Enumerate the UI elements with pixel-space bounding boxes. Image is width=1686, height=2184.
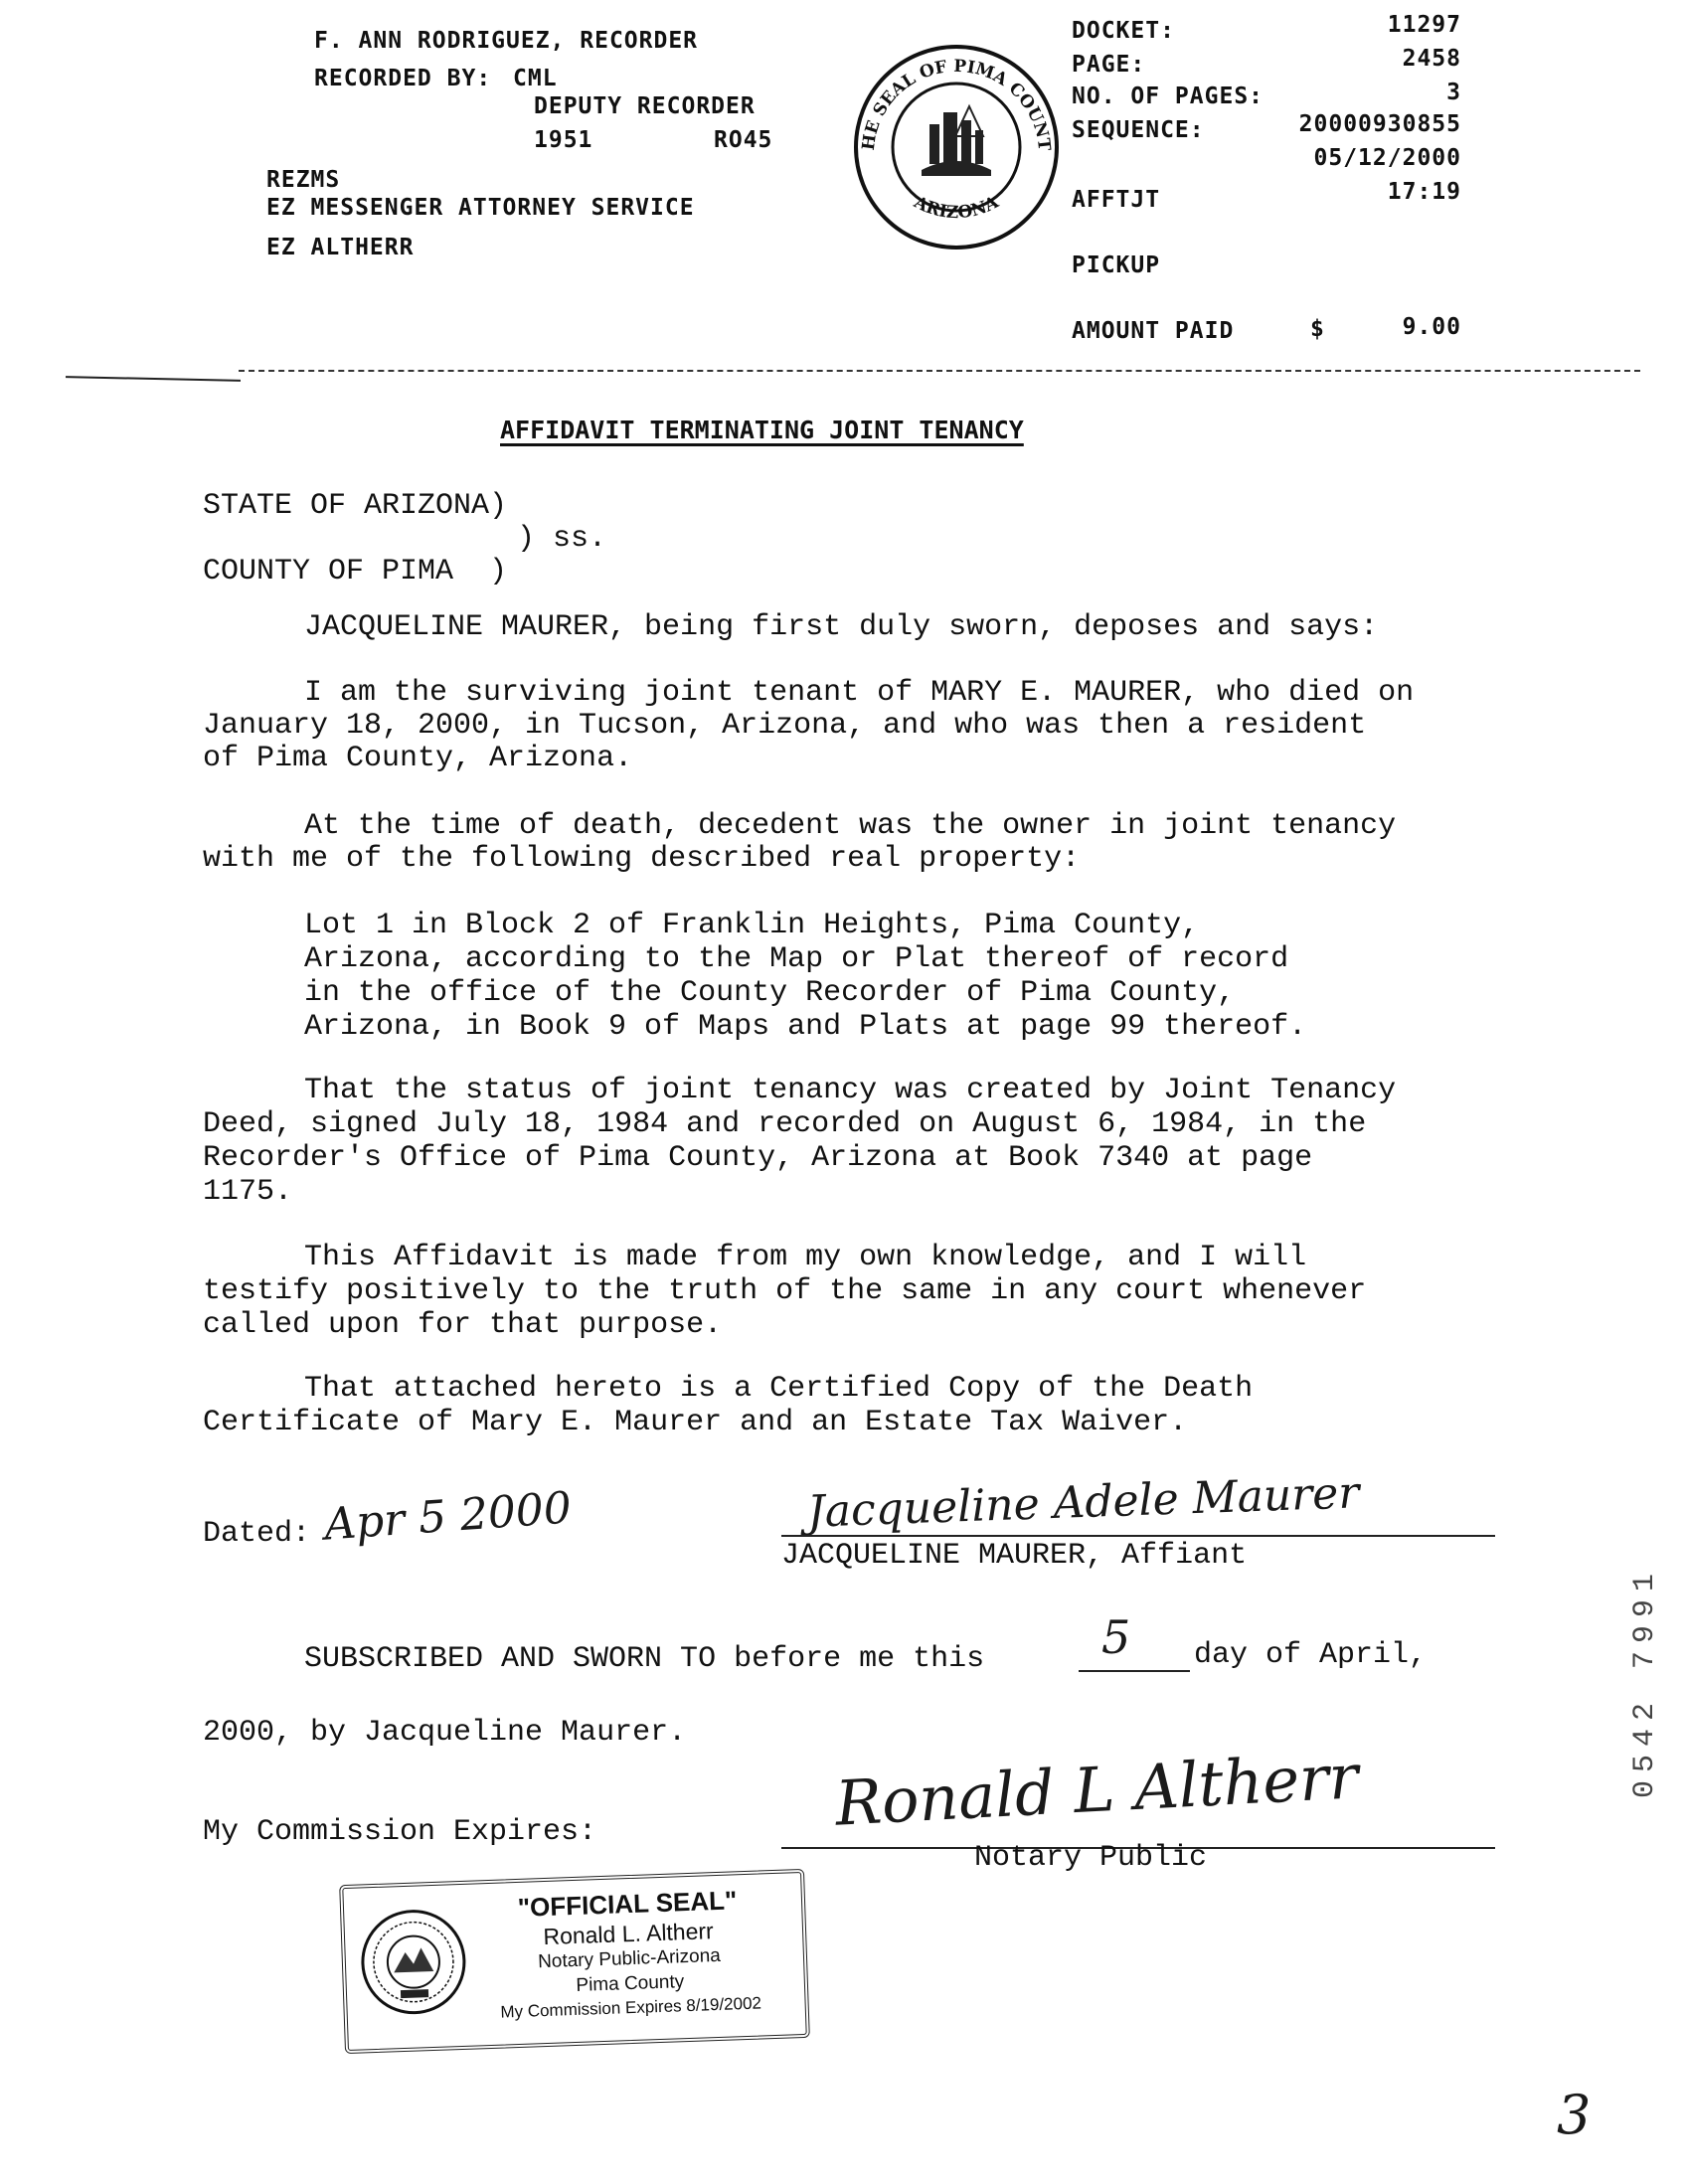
sequence-label: SEQUENCE: [1072,117,1205,143]
paragraph-deed-line: Deed, signed July 18, 1984 and recorded on August 6, 1984, in the [203,1107,1367,1141]
dated-label: Dated: [203,1517,311,1551]
paragraph-deed-line: 1175. [203,1175,293,1209]
venue-state: STATE OF ARIZONA) [203,489,508,523]
recorder-name: F. ANN RODRIGUEZ, RECORDER [314,28,699,54]
sworn-day-line [1079,1670,1190,1672]
stamp-notary-state: Notary Public-Arizona [537,1944,722,1973]
paragraph-tenant-line: of Pima County, Arizona. [203,742,633,775]
header-separator [239,370,1640,372]
paragraph-deed-line: Recorder's Office of Pima County, Arizona at Book 7340 at page [203,1141,1313,1175]
rezms-code: REZMS [266,167,341,193]
document-title: AFFIDAVIT TERMINATING JOINT TENANCY [500,416,1024,444]
amount-paid-value: 9.00 [1402,314,1461,340]
header-separator-left [66,376,241,382]
paragraph-attachment-line: That attached hereto is a Certified Copy of the Death [304,1372,1254,1406]
legal-description-line: in the office of the County Recorder of Pima County, [304,976,1236,1010]
deputy-recorder-label: DEPUTY RECORDER [534,93,756,119]
stamp-title: "OFFICIAL SEAL" [517,1885,738,1923]
docket-label: DOCKET: [1072,18,1175,44]
paragraph-ownership-line: with me of the following described real property: [203,842,1081,876]
amount-currency: $ [1310,316,1325,342]
legal-description-line: Arizona, in Book 9 of Maps and Plats at page 99 thereof. [304,1010,1307,1044]
paragraph-knowledge-line: testify positively to the truth of the same in any court whenever [203,1274,1367,1308]
venue-county: COUNTY OF PIMA ) [203,555,508,588]
deputy-code-right: RO45 [714,127,773,153]
stamp-commission-expiry: My Commission Expires 8/19/2002 [500,1993,762,2022]
page-number: 3 [1557,2084,1592,2146]
affiant-signature: Jacqueline Adele Maurer [806,1467,1361,1538]
sworn-statement: SUBSCRIBED AND SWORN TO before me this [304,1642,985,1676]
altherr-code: EZ ALTHERR [266,235,415,260]
number-of-pages-value: 3 [1446,80,1461,105]
commission-expires-label: My Commission Expires: [203,1815,597,1849]
deputy-code-left: 1951 [534,127,593,153]
paragraph-knowledge-line: This Affidavit is made from my own knowledge, and I will [304,1241,1307,1274]
page-value: 2458 [1402,46,1461,72]
paragraph-attachment-line: Certificate of Mary E. Maurer and an Estate Tax Waiver. [203,1406,1188,1439]
messenger-service: EZ MESSENGER ATTORNEY SERVICE [266,195,695,221]
sequence-value: 20000930855 [1298,111,1461,137]
state-seal-icon [358,1907,469,2018]
recording-time: 17:19 [1387,179,1461,205]
pickup-label: PICKUP [1072,252,1161,278]
legal-description-line: Arizona, according to the Map or Plat thereof of record [304,942,1289,976]
paragraph-tenant-line: January 18, 2000, in Tucson, Arizona, and who was then a resident [203,709,1367,743]
notary-signature: Ronald L Altherr [833,1740,1360,1840]
amount-paid-label: AMOUNT PAID [1072,318,1235,344]
dated-handwritten: Apr 5 2000 [322,1482,574,1551]
page-label: PAGE: [1072,52,1146,78]
affiant-caption: JACQUELINE MAURER, Affiant [781,1539,1248,1573]
recording-date: 05/12/2000 [1313,145,1461,171]
stamp-county: Pima County [576,1971,685,1996]
sworn-day-handwritten: 5 [1101,1610,1131,1664]
notary-caption: Notary Public [974,1841,1208,1875]
legal-description-line: Lot 1 in Block 2 of Franklin Heights, Pima County, [304,909,1200,942]
afftjt-label: AFFTJT [1072,187,1161,213]
affiant-signature-line [781,1535,1495,1537]
docket-value: 11297 [1387,12,1461,38]
svg-text:ARIZONA [910,192,1002,223]
number-of-pages-label: NO. OF PAGES: [1072,84,1264,109]
stamp-notary-name: Ronald L. Altherr [542,1918,715,1950]
seal-ring-top: HE SEAL OF PIMA COUNT [859,56,1055,152]
venue-ss: ) ss. [517,522,607,556]
paragraph-ownership-line: At the time of death, decedent was the owner in joint tenancy [304,809,1397,843]
sworn-month: day of April, [1194,1638,1428,1672]
side-document-number: 0542 7991 [1628,1566,1662,1799]
paragraph-sworn: JACQUELINE MAURER, being first duly sworn, deposes and says: [304,610,1379,644]
paragraph-knowledge-line: called upon for that purpose. [203,1308,723,1342]
recorded-by-value: CML [513,66,558,91]
county-seal [833,25,1055,234]
recorded-by-label: RECORDED BY: [314,66,492,91]
sworn-year-line: 2000, by Jacqueline Maurer. [203,1716,687,1750]
paragraph-tenant-line: I am the surviving joint tenant of MARY E. MAURER, who died on [304,676,1415,710]
notary-stamp [339,1869,810,2054]
county-seal-icon [852,43,1061,252]
paragraph-deed-line: That the status of joint tenancy was created by Joint Tenancy [304,1074,1397,1107]
seal-ring-bottom: ARIZONA [911,192,1003,224]
